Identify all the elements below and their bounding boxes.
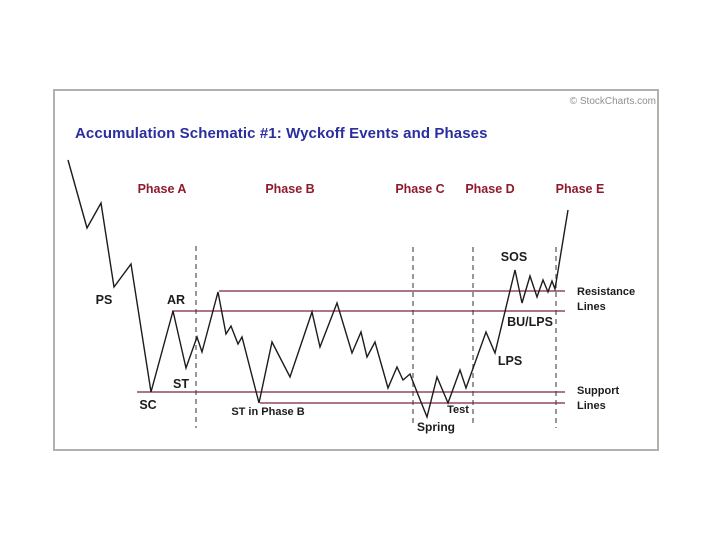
event-test-label: Test [447,404,469,416]
event-sos-label: SOS [500,250,528,264]
stockcharts-watermark: © StockCharts.com [569,96,656,107]
support-lines-label [577,384,619,414]
phase-d-label: Phase D [465,182,515,196]
phase-b-label: Phase B [265,182,315,196]
event-lps-label: LPS [497,354,523,368]
event-st-label: ST [173,377,189,391]
resistance-lines-label-line1: Resistance [577,286,636,298]
support-lines-label-line1: Support [577,385,620,397]
price-line [68,160,568,417]
event-bu-lps-label: BU/LPS [507,315,553,329]
resistance-lines-label [577,285,635,315]
support-lines-label-line2: Lines [577,400,606,412]
event-st-in-phase-b-label: ST in Phase B [231,406,305,418]
phase-e-label: Phase E [555,182,605,196]
event-ps-label: PS [95,293,113,307]
event-sc-label: SC [139,398,157,412]
event-ar-label: AR [166,293,186,307]
resistance-lines-label-line2: Lines [577,301,606,313]
phase-c-label: Phase C [395,182,445,196]
page-title: Accumulation Schematic #1: Wyckoff Events and Phases [75,125,488,142]
event-spring-label: Spring [417,420,455,434]
phase-a-label: Phase A [137,182,187,196]
